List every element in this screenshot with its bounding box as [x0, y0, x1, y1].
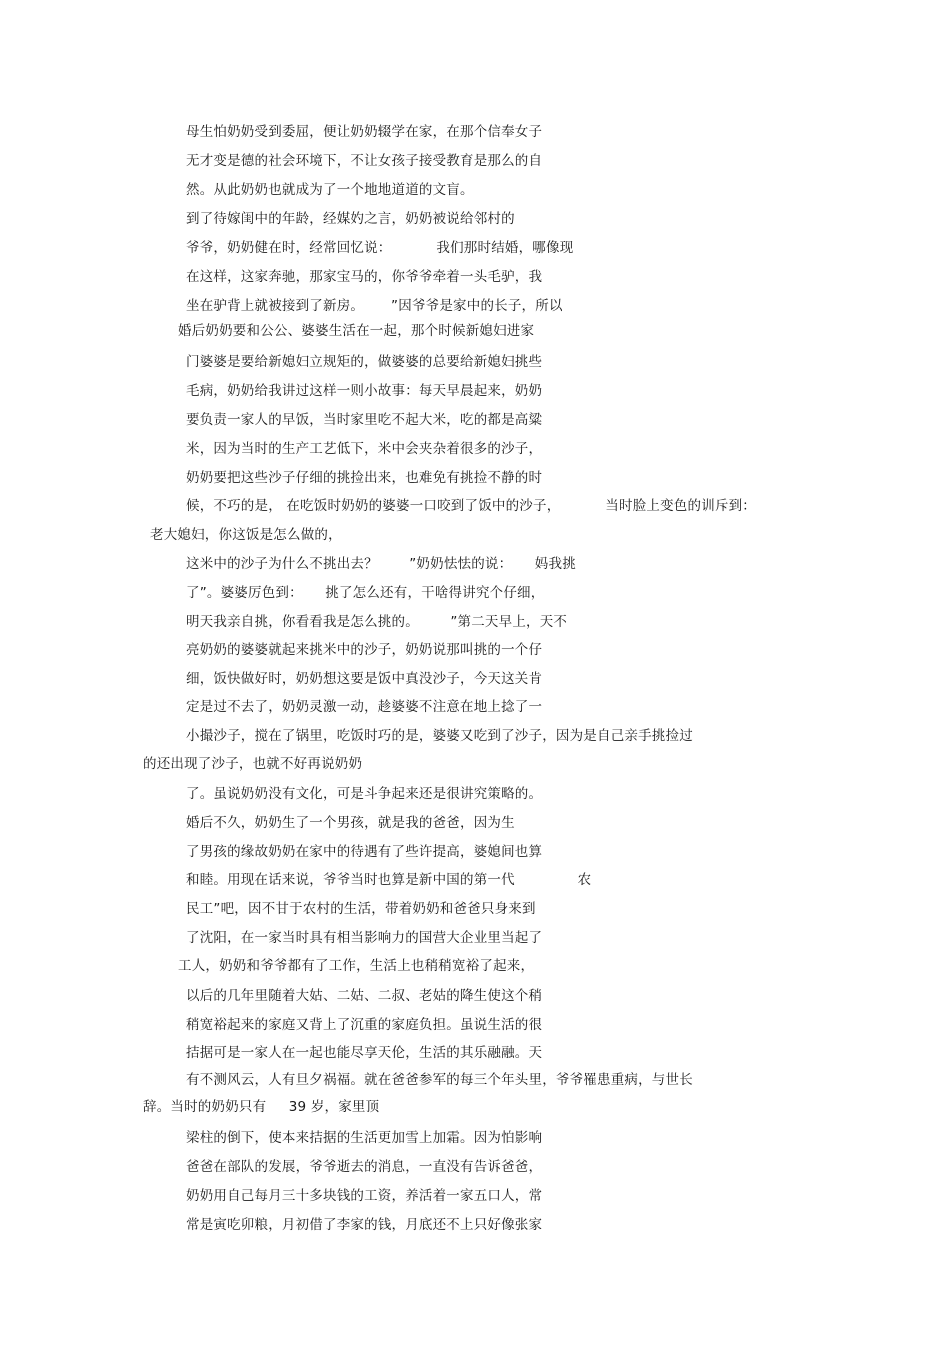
text-line: 有不测风云，人有旦夕祸福。就在爸爸参军的每三个年头里，爷爷罹患重病，与世长	[186, 1072, 693, 1088]
text-line: 奶奶要把这些沙子仔细的挑捡出来，也难免有挑捡不静的时	[186, 470, 543, 486]
text-line: 母生怕奶奶受到委屈，便让奶奶辍学在家，在那个信奉女子	[186, 124, 543, 140]
text-line: 在这样，这家奔驰，那家宝马的，你爷爷牵着一头毛驴，我	[186, 269, 543, 285]
text-line: 奶奶用自己每月三十多块钱的工资，养活着一家五口人，常	[186, 1188, 543, 1204]
text-line: 了男孩的缘故奶奶在家中的待遇有了些许提高，婆媳间也算	[186, 844, 543, 860]
text-line: 和睦。用现在话来说，爷爷当时也算是新中国的第一代 农	[186, 872, 592, 888]
text-line: 工人，奶奶和爷爷都有了工作，生活上也稍稍宽裕了起来，	[178, 958, 535, 974]
text-line: 到了待嫁闺中的年龄，经媒妁之言，奶奶被说给邻村的	[186, 211, 515, 227]
text-line: 门婆婆是要给新媳妇立规矩的，做婆婆的总要给新媳妇挑些	[186, 354, 543, 370]
text-line: 老大媳妇，你这饭是怎么做的，	[150, 527, 342, 543]
text-line: 辞。当时的奶奶只有 39 岁，家里顶	[143, 1099, 380, 1115]
text-line: 明天我亲自挑，你看看我是怎么挑的。 ”第二天早上，天不	[186, 614, 568, 630]
text-line: 爷爷，奶奶健在时，经常回忆说： 我们那时结婚，哪像现	[186, 240, 574, 256]
text-line: 的还出现了沙子，也就不好再说奶奶	[143, 756, 363, 772]
text-line: 坐在驴背上就被接到了新房。 ”因爷爷是家中的长子，所以	[186, 298, 563, 314]
text-line: 这米中的沙子为什么不挑出去？ ”奶奶怯怯的说： 妈我挑	[186, 556, 576, 572]
text-line: 民工”吧，因不甘于农村的生活，带着奶奶和爸爸只身来到	[186, 901, 536, 917]
text-line: 要负责一家人的早饭，当时家里吃不起大米，吃的都是高粱	[186, 412, 543, 428]
text-line: 婚后不久，奶奶生了一个男孩，就是我的爸爸，因为生	[186, 815, 515, 831]
text-line: 无才变是德的社会环境下，不让女孩子接受教育是那么的自	[186, 153, 543, 169]
text-line: 梁柱的倒下，使本来拮据的生活更加雪上加霜。因为怕影响	[186, 1130, 543, 1146]
text-line: 小撮沙子，搅在了锅里，吃饭时巧的是，婆婆又吃到了沙子，因为是自己亲手挑捡过	[186, 728, 693, 744]
text-line: 拮据可是一家人在一起也能尽享天伦，生活的其乐融融。天	[186, 1045, 543, 1061]
text-line: 稍宽裕起来的家庭又背上了沉重的家庭负担。虽说生活的很	[186, 1017, 543, 1033]
text-line: 爸爸在部队的发展，爷爷逝去的消息，一直没有告诉爸爸，	[186, 1159, 543, 1175]
text-line: 以后的几年里随着大姑、二姑、二叔、老姑的降生使这个稍	[186, 988, 543, 1004]
text-line: 了。虽说奶奶没有文化，可是斗争起来还是很讲究策略的。	[186, 786, 543, 802]
text-line: 细，饭快做好时，奶奶想这要是饭中真没沙子，今天这关肯	[186, 671, 543, 687]
text-line: 候，不巧的是， 在吃饭时奶奶的婆婆一口咬到了饭中的沙子， 当时脸上变色的训斥到：	[186, 498, 757, 514]
text-line: 常是寅吃卯粮，月初借了李家的钱，月底还不上只好像张家	[186, 1217, 543, 1233]
text-line: 然。从此奶奶也就成为了一个地地道道的文盲。	[186, 182, 474, 198]
text-line: 亮奶奶的婆婆就起来挑米中的沙子，奶奶说那叫挑的一个仔	[186, 642, 543, 658]
text-line: 毛病，奶奶给我讲过这样一则小故事：每天早晨起来，奶奶	[186, 383, 543, 399]
text-line: 了沈阳，在一家当时具有相当影响力的国营大企业里当起了	[186, 930, 543, 946]
text-line: 米，因为当时的生产工艺低下，米中会夹杂着很多的沙子，	[186, 441, 543, 457]
text-line: 了”。婆婆厉色到： 挑了怎么还有，干啥得讲究个仔细，	[186, 585, 545, 601]
text-line: 定是过不去了，奶奶灵激一动，趁婆婆不注意在地上捻了一	[186, 699, 543, 715]
text-line: 婚后奶奶要和公公、婆婆生活在一起，那个时候新媳妇进家	[178, 323, 535, 339]
